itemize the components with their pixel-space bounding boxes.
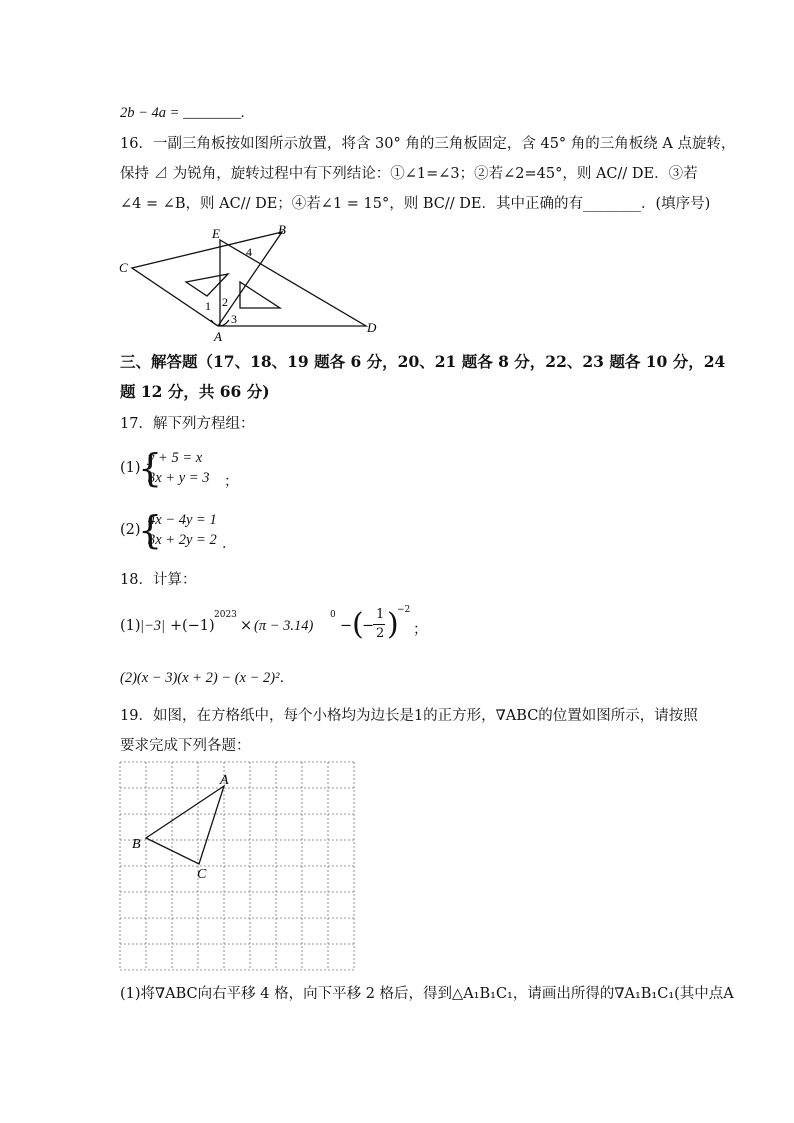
label-D: D [367, 320, 377, 335]
q18-part1-end: ； [413, 622, 428, 638]
brace-icon: { [138, 508, 163, 552]
q18-times: × [240, 618, 253, 634]
q18-base: (−1) [182, 618, 215, 634]
section3-heading-line2: 题 12 分，共 66 分) [120, 382, 270, 401]
fraction-bar [373, 624, 385, 625]
q18-exp-0: 0 [330, 610, 336, 620]
q18-part1-expression [120, 605, 428, 648]
label-E: E [212, 226, 220, 241]
q19-text-line1: 19．如图，在方格纸中，每个小格均为边长是1的正方形，∇ABC的位置如图所示，请按照 [120, 708, 698, 724]
q19-sub1: (1)将∇ABC向右平移 4 格，向下平移 2 格后，得到△A₁B₁C₁，请画出所得的∇A₁B₁C₁(其中点A [120, 986, 734, 1002]
label-angle-2: 2 [222, 295, 228, 309]
q18-part1-label: (1) [120, 618, 141, 634]
q18-neg: − [362, 618, 375, 634]
label-angle-1: 1 [205, 299, 211, 313]
label-C: C [119, 260, 128, 275]
q16-triangle-figure [110, 220, 390, 345]
q19-grid-figure [118, 760, 358, 972]
q18-exp-2023: 2023 [214, 610, 237, 620]
q15-answer-line: 2b − 4a = ________. [120, 105, 245, 121]
q18-frac-den: 2 [376, 626, 385, 641]
grid-label-C: C [197, 867, 207, 882]
q18-title: 18．计算： [120, 572, 197, 588]
q18-paren: (π − 3.14) [254, 618, 314, 634]
q17-part1-label: (1) [120, 460, 141, 476]
q16-text-line3: ∠4 = ∠B，则 AC// DE；④若∠1 = 15°，则 BC// DE．其中正确的有________．(填序号) [120, 196, 711, 212]
label-angle-3: 3 [231, 312, 237, 326]
q17-part1-end: ； [224, 474, 239, 490]
q17-part1-eq2: 3x + y = 3 [148, 470, 210, 486]
q17-title: 17．解下列方程组： [120, 416, 255, 432]
paren-close-icon: ) [387, 607, 399, 642]
q19-text-line2: 要求完成下列各题： [120, 738, 251, 754]
label-angle-4: 4 [246, 245, 252, 259]
q16-text-line1: 16．一副三角板按如图所示放置，将含 30° 角的三角板固定，含 45° 角的三角板绕 A 点旋转， [120, 136, 736, 152]
inner-hole-2 [240, 282, 280, 308]
label-A: A [214, 329, 222, 344]
q17-part2-eq1: 4x − 4y = 1 [148, 512, 217, 528]
q18-frac-num: 1 [376, 607, 385, 622]
q16-text-line2: 保持 ⊿ 为锐角，旋转过程中有下列结论：①∠1=∠3；②若∠2=45°，则 AC// DE．③若 [120, 166, 698, 182]
q18-part2: (2)(x − 3)(x + 2) − (x − 2)²． [120, 670, 294, 686]
grid-label-B: B [132, 837, 141, 852]
q18-minus: − [340, 618, 353, 634]
q17-part2-label: (2) [120, 522, 141, 538]
q18-plus: + [170, 618, 183, 634]
q17-part2-eq2: 3x + 2y = 2 [148, 532, 217, 548]
inner-hole-1 [186, 274, 228, 296]
label-B: B [278, 222, 286, 237]
q17-part1-eq1: y + 5 = x [148, 450, 203, 466]
brace-icon: { [138, 446, 163, 490]
section3-heading-line1: 三、解答题（17、18、19 题各 6 分，20、21 题各 8 分，22、23 题各 10 分，24 [120, 352, 726, 371]
q18-exp-neg2: −2 [397, 605, 411, 615]
paren-open-icon: ( [352, 607, 364, 642]
q17-part2-end: ． [222, 536, 237, 552]
grid-label-A: A [220, 773, 229, 788]
q18-abs: |−3| [140, 618, 166, 634]
triangle-abc [146, 786, 224, 864]
